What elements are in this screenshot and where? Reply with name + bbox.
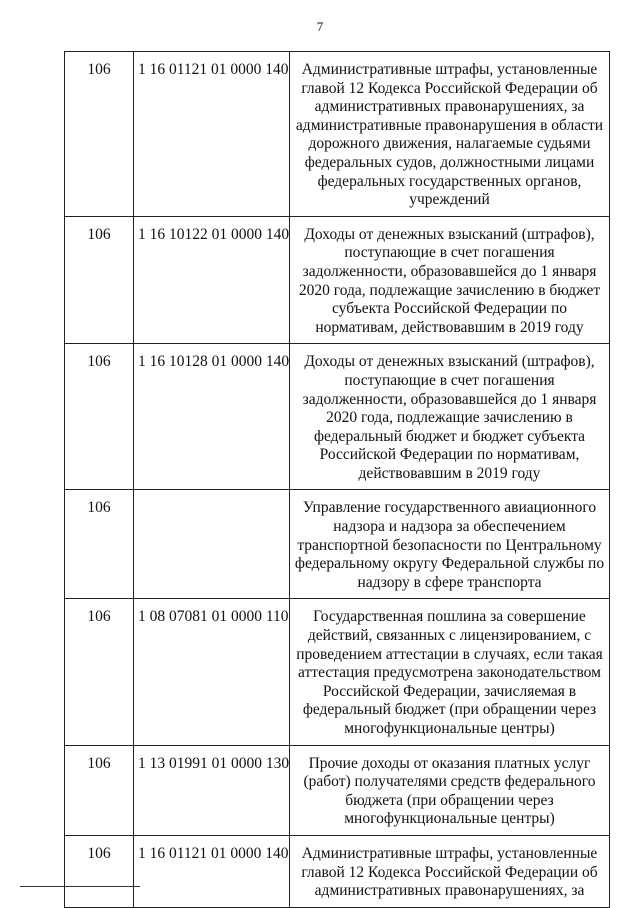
revenue-name-cell: Доходы от денежных взысканий (штрафов), поступающие в счет погашения задолженности, образовавшейся до 1 января 2020 года, подлежащие зачислению в федеральный бюджет и бюджет субъекта Российской Федерации по нормативам, действовавшим в 2019 году	[290, 344, 610, 490]
revenue-name-cell: Прочие доходы от оказания платных услуг (работ) получателями средств федерального бюджета (при обращении через многофункциональные центры)	[290, 745, 610, 835]
table-row	[65, 490, 610, 599]
table-row	[65, 745, 610, 835]
budget-classification-code-cell: 1 16 10128 01 0000 140	[134, 344, 290, 490]
table-row	[65, 52, 610, 217]
admin-code-cell: 106	[65, 216, 134, 344]
revenue-name-cell: Государственная пошлина за совершение действий, связанных с лицензированием, с проведением аттестации в случаях, если такая аттестация предусмотрена законодательством Российской Федерации, зачисляемая в федеральный бюджет (при обращении через многофункциональные центры)	[290, 599, 610, 745]
admin-code-cell: 106	[65, 599, 134, 745]
revenue-name-cell: Доходы от денежных взысканий (штрафов), поступающие в счет погашения задолженности, образовавшейся до 1 января 2020 года, подлежащие зачислению в бюджет субъекта Российской Федерации по нормативам, действовавшим в 2019 году	[290, 216, 610, 344]
budget-classification-code-cell: 1 16 01121 01 0000 140	[134, 835, 290, 907]
budget-classification-code-cell: 1 08 07081 01 0000 110	[134, 599, 290, 745]
admin-code-cell: 106	[65, 835, 134, 907]
budget-classification-code-cell	[134, 490, 290, 599]
revenue-code-table	[64, 51, 610, 908]
budget-classification-code-cell: 1 16 10122 01 0000 140	[134, 216, 290, 344]
admin-code-cell: 106	[65, 490, 134, 599]
admin-code-cell: 106	[65, 344, 134, 490]
budget-classification-code-cell: 1 13 01991 01 0000 130	[134, 745, 290, 835]
admin-code-cell: 106	[65, 745, 134, 835]
table-row	[65, 216, 610, 344]
table-row	[65, 835, 610, 907]
table-row	[65, 344, 610, 490]
footnote-separator-line	[20, 886, 140, 887]
admin-code-cell: 106	[65, 52, 134, 217]
page-number: 7	[316, 19, 324, 34]
revenue-name-cell: Административные штрафы, установленные главой 12 Кодекса Российской Федерации об административных правонарушениях, за	[290, 835, 610, 907]
budget-classification-code-cell: 1 16 01121 01 0000 140	[134, 52, 290, 217]
table-row	[65, 599, 610, 745]
revenue-name-cell: Административные штрафы, установленные главой 12 Кодекса Российской Федерации об административных правонарушениях, за административные правонарушения в области дорожного движения, налагаемые судьями федеральных судов, должностными лицами федеральных государственных органов, учреждений	[290, 52, 610, 217]
revenue-name-cell: Управление государственного авиационного надзора и надзора за обеспечением транспортной безопасности по Центральному федеральному округу Федеральной службы по надзору в сфере транспорта	[290, 490, 610, 599]
